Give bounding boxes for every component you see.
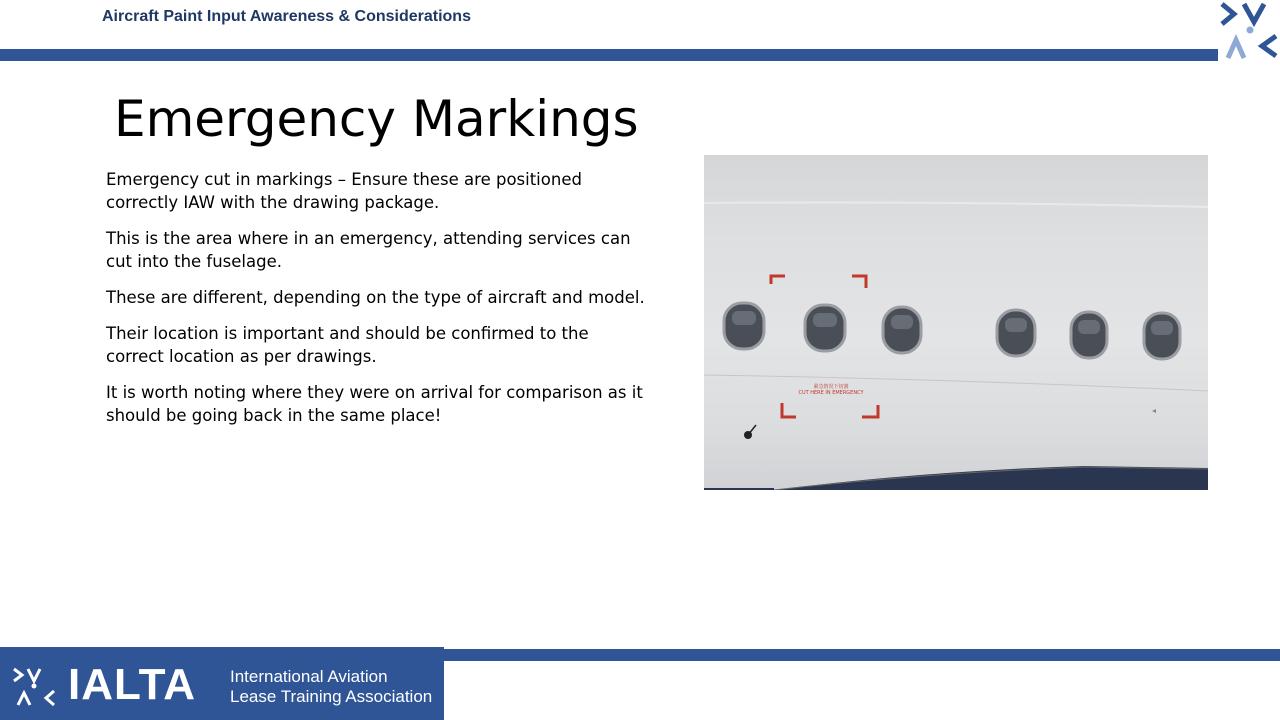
paragraph-arrival-comparison: It is worth noting where they were on arrival for comparison as it should be going back in the same place! (106, 383, 643, 425)
slide-title: Emergency Markings (114, 90, 639, 148)
cut-here-caption: 紧急情况下切割 CUT HERE IN EMERGENCY (798, 384, 864, 396)
header-title: Aircraft Paint Input Awareness & Considerations (102, 8, 471, 25)
paragraph-aircraft-type: These are different, depending on the type of aircraft and model. (106, 288, 645, 307)
header-divider-bar (0, 49, 1218, 61)
paragraph-cut-in-markings: Emergency cut in markings – Ensure these are positioned correctly IAW with the drawing package. (106, 170, 582, 212)
slide-body (106, 168, 646, 440)
footer-brand-subtitle: International Aviation Lease Training Association (230, 667, 433, 706)
footer-divider-bar (444, 649, 1280, 661)
paragraph-location: Their location is important and should be confirmed to the correct location as per drawings. (106, 324, 589, 366)
ialta-mark-icon (12, 665, 56, 709)
fuselage-photo (704, 155, 1208, 490)
ialta-footer-logo (0, 647, 444, 720)
fuselage-windows (724, 303, 1180, 359)
ialta-mark-icon (1218, 0, 1280, 62)
footer-brand-name: IALTA (68, 660, 196, 709)
paragraph-emergency-area: This is the area where in an emergency, attending services can cut into the fuselage. (106, 229, 631, 271)
